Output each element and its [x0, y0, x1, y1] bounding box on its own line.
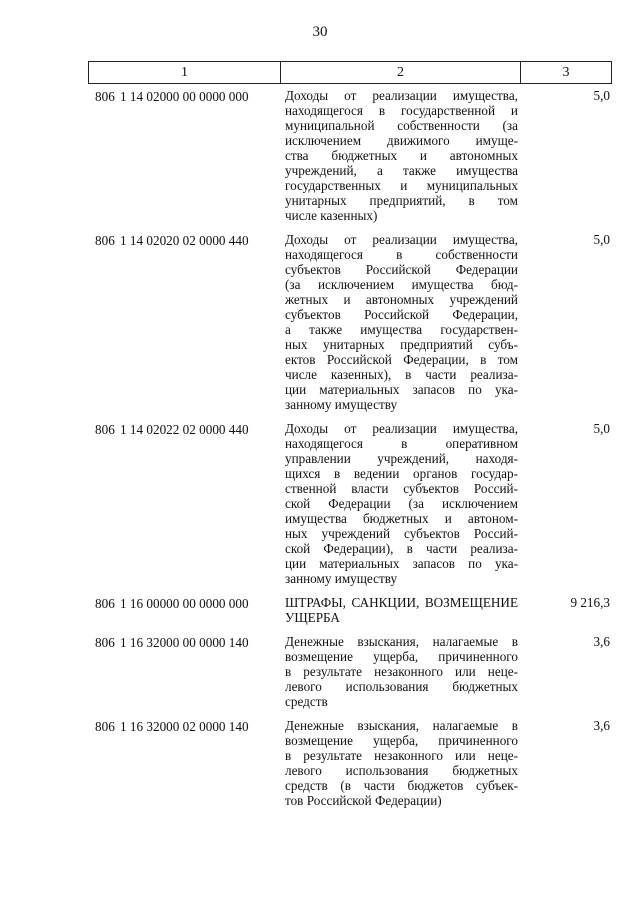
description-line: находящегося в оперативном: [285, 436, 518, 451]
description-line: Доходы от реализации имущества,: [285, 232, 518, 247]
amount-cell: 3,6: [593, 634, 610, 649]
header-col-code: 1: [89, 62, 281, 83]
description-line: ных унитарных предприятий субъ-: [285, 337, 518, 352]
budget-code-cell: [88, 595, 280, 625]
table-row: [88, 421, 612, 586]
description-line: Доходы от реализации имущества,: [285, 421, 518, 436]
classification-code: 1 16 00000 00 0000 000: [120, 596, 249, 611]
description-line: возмещение ущерба, причиненного: [285, 733, 518, 748]
description-line: ства бюджетных и автономных: [285, 148, 518, 163]
description-line: ных учреждений субъектов Россий-: [285, 526, 518, 541]
description-cell: [280, 718, 520, 808]
description-line: ственной власти субъектов Россий-: [285, 481, 518, 496]
description-line: занному имуществу: [285, 397, 398, 412]
description-line: УЩЕРБА: [285, 610, 340, 625]
description-line: числе казенных), в части реализа-: [285, 367, 518, 382]
classification-code: 1 14 02020 02 0000 440: [120, 233, 249, 248]
admin-code: 806: [95, 233, 115, 248]
description-line: управлении учреждений, находя-: [285, 451, 518, 466]
description-line: а также имущества государствен-: [285, 322, 518, 337]
classification-code: 1 14 02000 00 0000 000: [120, 89, 249, 104]
classification-code: 1 16 32000 00 0000 140: [120, 635, 249, 650]
description-line: Денежные взыскания, налагаемые в: [285, 634, 518, 649]
table-row: [88, 88, 612, 223]
header-col-amount: 3: [562, 64, 570, 80]
budget-code-cell: [88, 88, 280, 223]
classification-code: 1 16 32000 02 0000 140: [120, 719, 249, 734]
description-line: занному имуществу: [285, 571, 398, 586]
description-line: субъектов Российской Федерации: [285, 262, 518, 277]
description-line: государственных и муниципальных: [285, 178, 518, 193]
description-line: левого использования бюджетных: [285, 679, 518, 694]
description-line: ШТРАФЫ, САНКЦИИ, ВОЗМЕЩЕНИЕ: [285, 595, 518, 610]
description-cell: [280, 634, 520, 709]
description-line: ской Федерации (за исключением: [285, 496, 518, 511]
admin-code: 806: [95, 719, 115, 734]
description-line: ции материальных запасов по ука-: [285, 556, 518, 571]
description-cell: [280, 595, 520, 625]
budget-code-cell: [88, 421, 280, 586]
table-row: [88, 718, 612, 808]
description-line: учреждений, а также имущества: [285, 163, 518, 178]
description-line: Доходы от реализации имущества,: [285, 88, 518, 103]
description-line: средств: [285, 694, 328, 709]
description-line: (за исключением имущества бюд-: [285, 277, 518, 292]
table-row: [88, 634, 612, 709]
budget-code-cell: [88, 232, 280, 412]
description-line: имущества бюджетных и автоном-: [285, 511, 518, 526]
table-row: [88, 595, 612, 625]
admin-code: 806: [95, 635, 115, 650]
budget-code-cell: [88, 718, 280, 808]
description-line: находящегося в государственной и: [285, 103, 518, 118]
amount-cell: 5,0: [593, 232, 610, 247]
description-line: в результате незаконного или неце-: [285, 748, 518, 763]
page-number: 30: [312, 24, 328, 40]
description-line: ской Федерации), в части реализа-: [285, 541, 518, 556]
description-line: Денежные взыскания, налагаемые в: [285, 718, 518, 733]
description-line: субъектов Российской Федерации,: [285, 307, 518, 322]
description-line: щихся в ведении органов государ-: [285, 466, 518, 481]
header-col-description: 2: [281, 62, 521, 83]
description-line: левого использования бюджетных: [285, 763, 518, 778]
table-body: [88, 88, 612, 817]
admin-code: 806: [95, 596, 115, 611]
amount-cell: 9 216,3: [570, 595, 610, 610]
amount-cell: 3,6: [593, 718, 610, 733]
description-line: муниципальной собственности (за: [285, 118, 518, 133]
amount-cell: 5,0: [593, 421, 610, 436]
description-line: числе казенных): [285, 208, 378, 223]
description-line: ектов Российской Федерации, в том: [285, 352, 518, 367]
description-line: унитарных предприятий, в том: [285, 193, 518, 208]
description-cell: [280, 232, 520, 412]
admin-code: 806: [95, 422, 115, 437]
classification-code: 1 14 02022 02 0000 440: [120, 422, 249, 437]
description-cell: [280, 88, 520, 223]
description-line: возмещение ущерба, причиненного: [285, 649, 518, 664]
amount-cell: 5,0: [593, 88, 610, 103]
description-line: исключением движимого имуще-: [285, 133, 518, 148]
table-header: [88, 61, 612, 84]
admin-code: 806: [95, 89, 115, 104]
budget-code-cell: [88, 634, 280, 709]
description-line: ции материальных запасов по ука-: [285, 382, 518, 397]
description-line: в результате незаконного или неце-: [285, 664, 518, 679]
description-line: жетных и автономных учреждений: [285, 292, 518, 307]
table-row: [88, 232, 612, 412]
description-line: тов Российской Федерации): [285, 793, 442, 808]
description-cell: [280, 421, 520, 586]
description-line: средств (в части бюджетов субъек-: [285, 778, 518, 793]
description-line: находящегося в собственности: [285, 247, 518, 262]
